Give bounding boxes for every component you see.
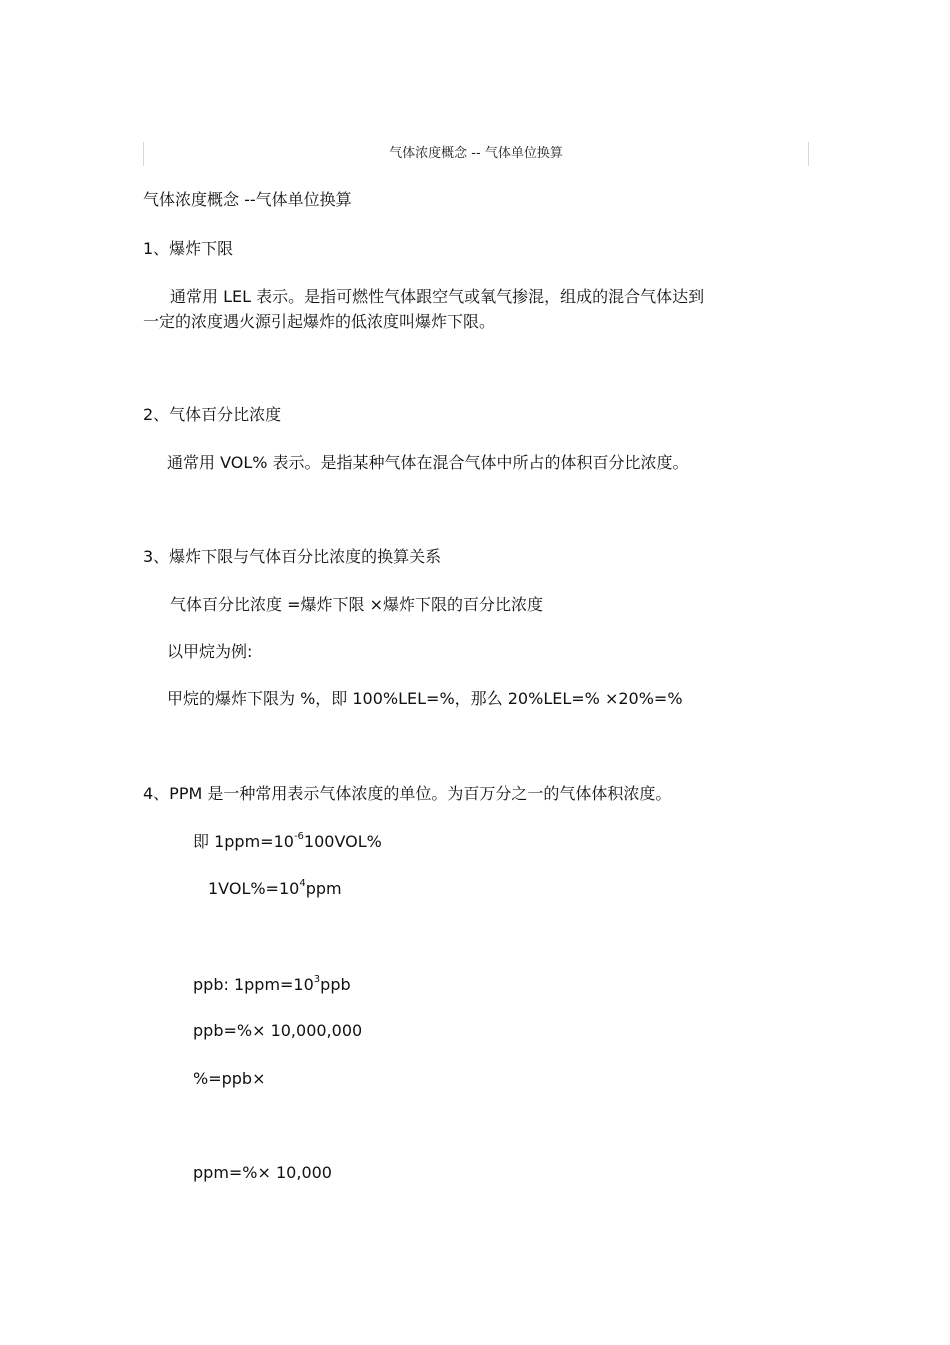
equation-2-exponent: 4	[299, 877, 306, 889]
equation-2-pre: 1VOL%=10	[208, 879, 300, 898]
section-4-heading: 4、PPM 是一种常用表示气体浓度的单位。为百万分之一的气体体积浓度。	[143, 784, 672, 803]
equation-5: %=ppb×	[193, 1069, 266, 1088]
section-1-paragraph-line-1: 通常用 LEL 表示。是指可燃性气体跟空气或氧气掺混，组成的混合气体达到	[170, 287, 705, 306]
section-2-heading: 2、气体百分比浓度	[143, 405, 282, 424]
section-3-heading: 3、爆炸下限与气体百分比浓度的换算关系	[143, 547, 442, 566]
equation-3	[193, 972, 351, 998]
section-2-paragraph: 通常用 VOL% 表示。是指某种气体在混合气体中所占的体积百分比浓度。	[167, 453, 689, 472]
section-3-formula: 气体百分比浓度 =爆炸下限 ×爆炸下限的百分比浓度	[170, 595, 543, 614]
equation-2-post: ppm	[305, 879, 342, 898]
section-1-paragraph-line-2: 一定的浓度遇火源引起爆炸的低浓度叫爆炸下限。	[143, 312, 496, 331]
equation-4: ppb=%× 10,000,000	[193, 1021, 363, 1040]
equation-1-exponent: -6	[293, 830, 304, 842]
section-3-example-label: 以甲烷为例:	[167, 642, 253, 661]
page-header	[143, 142, 809, 166]
equation-3-exponent: 3	[313, 973, 321, 985]
equation-3-post: ppb	[320, 975, 351, 994]
equation-1-pre: 即 1ppm=10	[193, 832, 294, 851]
equation-3-pre: ppb: 1ppm=10	[193, 975, 314, 994]
equation-2	[208, 876, 342, 902]
section-1-heading: 1、爆炸下限	[143, 239, 234, 258]
doc-title: 气体浓度概念 --气体单位换算	[143, 190, 352, 209]
equation-6: ppm=%× 10,000	[193, 1163, 332, 1182]
section-3-example: 甲烷的爆炸下限为 %，即 100%LEL=%，那么 20%LEL=% ×20%=%	[167, 689, 683, 708]
equation-1-post: 100VOL%	[303, 832, 382, 851]
equation-1	[193, 829, 382, 855]
header-title: 气体浓度概念 -- 气体单位换算	[389, 146, 563, 161]
